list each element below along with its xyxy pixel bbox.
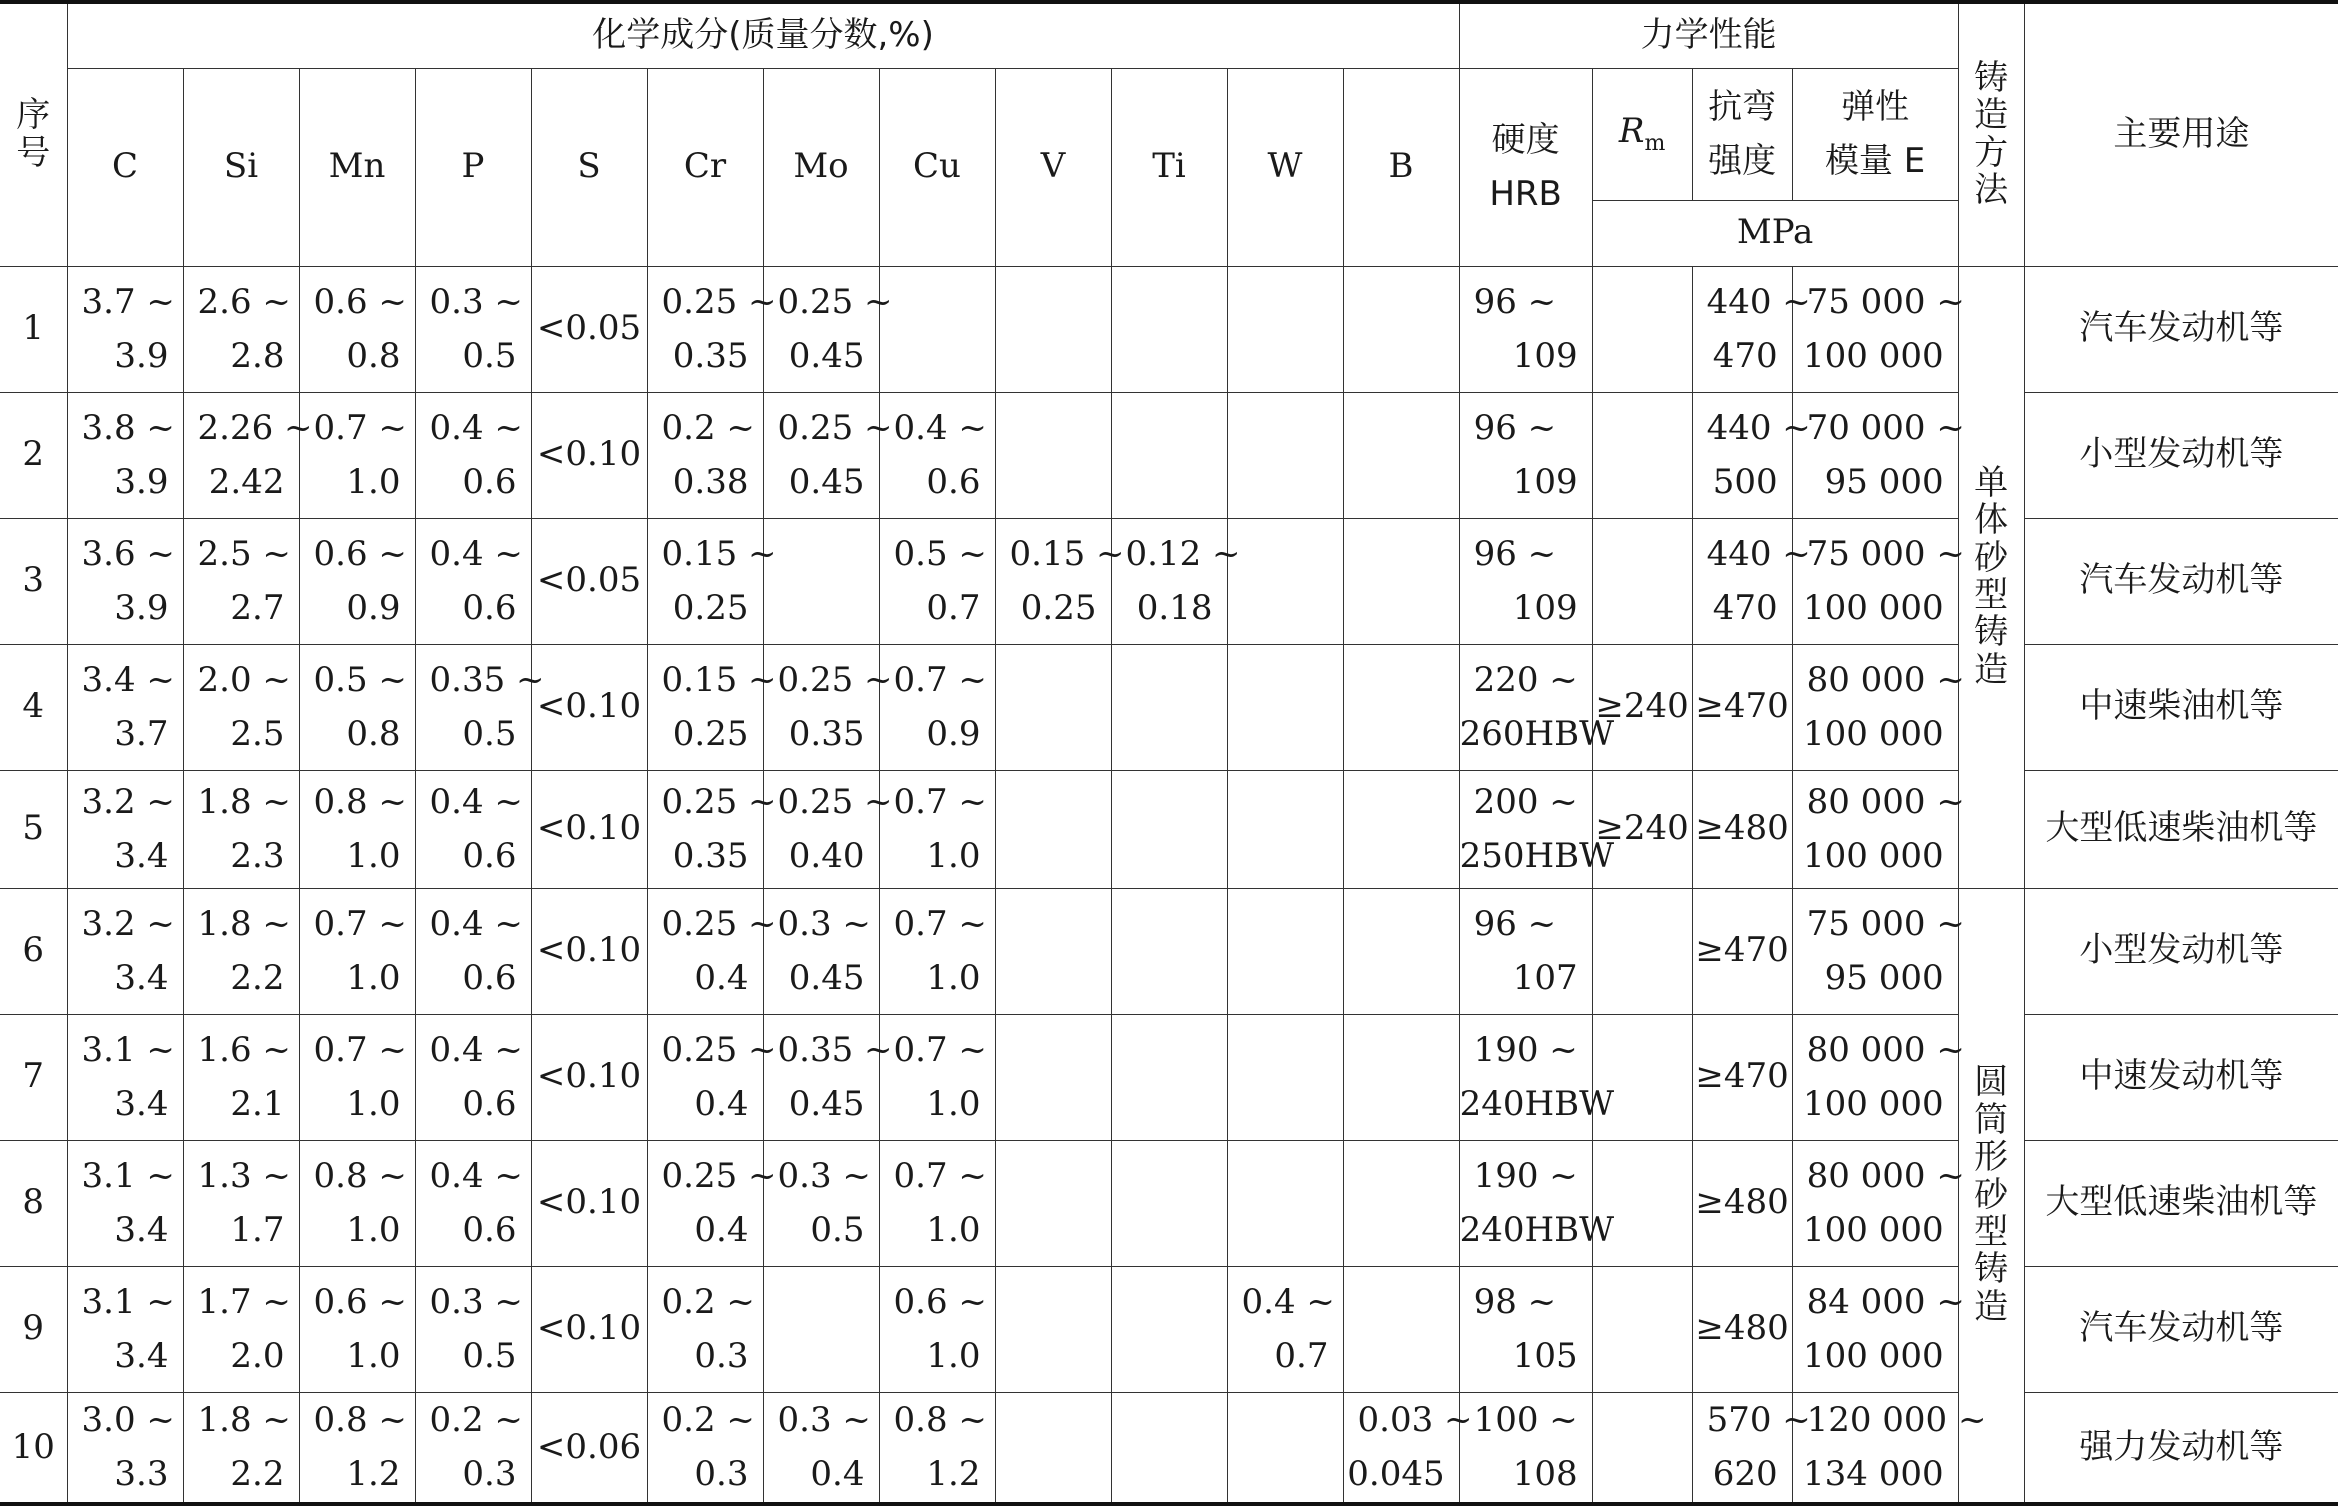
usage-cell: 汽车发动机等 <box>2024 518 2338 644</box>
v-cell <box>995 266 1111 392</box>
seq-cell: 8 <box>0 1140 67 1266</box>
element-header: P <box>415 68 531 266</box>
w-cell <box>1227 518 1343 644</box>
p-cell: 0.35 ~ 0.5 <box>415 644 531 770</box>
mn-cell: 0.8 ~ 1.0 <box>299 1140 415 1266</box>
s-cell: <0.05 <box>531 266 647 392</box>
s-cell: <0.05 <box>531 518 647 644</box>
cr-cell: 0.2 ~ 0.3 <box>647 1266 763 1392</box>
table-row <box>0 888 2338 1014</box>
w-cell <box>1227 1140 1343 1266</box>
mn-cell: 0.5 ~ 0.8 <box>299 644 415 770</box>
p-cell: 0.4 ~ 0.6 <box>415 392 531 518</box>
cr-cell: 0.25 ~ 0.4 <box>647 888 763 1014</box>
modulus-cell: 75 000 ~ 100 000 <box>1792 518 1958 644</box>
v-cell <box>995 644 1111 770</box>
c-cell: 3.7 ~ 3.9 <box>67 266 183 392</box>
seq-cell: 5 <box>0 770 67 888</box>
w-cell <box>1227 644 1343 770</box>
bend-cell: ≥480 <box>1692 770 1792 888</box>
cast-method-cell: 圆 筒 形 砂 型 铸 造 <box>1958 888 2024 1504</box>
mn-cell: 0.7 ~ 1.0 <box>299 1014 415 1140</box>
p-cell: 0.3 ~ 0.5 <box>415 266 531 392</box>
si-cell: 1.6 ~ 2.1 <box>183 1014 299 1140</box>
bend-cell: 440 ~ 470 <box>1692 266 1792 392</box>
w-cell <box>1227 1392 1343 1504</box>
ti-cell <box>1111 888 1227 1014</box>
mn-cell: 0.7 ~ 1.0 <box>299 888 415 1014</box>
s-cell: <0.10 <box>531 888 647 1014</box>
cu-cell: 0.8 ~ 1.2 <box>879 1392 995 1504</box>
rm-cell: ≥240 <box>1592 644 1692 770</box>
hardness-cell: 190 ~ 240HBW <box>1459 1140 1592 1266</box>
rm-cell <box>1592 266 1692 392</box>
element-header: Cu <box>879 68 995 266</box>
seq-cell: 10 <box>0 1392 67 1504</box>
usage-cell: 汽车发动机等 <box>2024 266 2338 392</box>
modulus-cell: 120 000 ~ 134 000 <box>1792 1392 1958 1504</box>
mo-cell <box>763 518 879 644</box>
w-cell <box>1227 888 1343 1014</box>
c-cell: 3.1 ~ 3.4 <box>67 1140 183 1266</box>
seq-cell: 9 <box>0 1266 67 1392</box>
usage-cell: 大型低速柴油机等 <box>2024 1140 2338 1266</box>
c-cell: 3.2 ~ 3.4 <box>67 770 183 888</box>
si-cell: 2.26 ~ 2.42 <box>183 392 299 518</box>
mn-cell: 0.7 ~ 1.0 <box>299 392 415 518</box>
element-header: C <box>67 68 183 266</box>
element-header: Ti <box>1111 68 1227 266</box>
mn-cell: 0.6 ~ 0.8 <box>299 266 415 392</box>
mo-cell: 0.3 ~ 0.45 <box>763 888 879 1014</box>
cr-cell: 0.25 ~ 0.4 <box>647 1014 763 1140</box>
seq-cell: 4 <box>0 644 67 770</box>
s-cell: <0.06 <box>531 1392 647 1504</box>
hardness-cell: 96 ~ 109 <box>1459 392 1592 518</box>
ti-cell <box>1111 1266 1227 1392</box>
seq-cell: 3 <box>0 518 67 644</box>
mo-cell: 0.3 ~ 0.5 <box>763 1140 879 1266</box>
ti-cell <box>1111 1392 1227 1504</box>
mn-cell: 0.6 ~ 1.0 <box>299 1266 415 1392</box>
cu-cell: 0.7 ~ 1.0 <box>879 888 995 1014</box>
v-cell: 0.15 ~ 0.25 <box>995 518 1111 644</box>
usage-cell: 大型低速柴油机等 <box>2024 770 2338 888</box>
modulus-cell: 75 000 ~ 95 000 <box>1792 888 1958 1014</box>
si-cell: 1.8 ~ 2.2 <box>183 888 299 1014</box>
si-cell: 2.0 ~ 2.5 <box>183 644 299 770</box>
ti-cell <box>1111 266 1227 392</box>
p-cell: 0.4 ~ 0.6 <box>415 770 531 888</box>
cu-cell <box>879 266 995 392</box>
hardness-cell: 98 ~ 105 <box>1459 1266 1592 1392</box>
p-cell: 0.4 ~ 0.6 <box>415 888 531 1014</box>
element-header: B <box>1343 68 1459 266</box>
hardness-cell: 96 ~ 109 <box>1459 266 1592 392</box>
mo-cell: 0.25 ~ 0.40 <box>763 770 879 888</box>
c-cell: 3.2 ~ 3.4 <box>67 888 183 1014</box>
table-row <box>0 266 2338 392</box>
bend-cell: ≥470 <box>1692 888 1792 1014</box>
mo-cell: 0.25 ~ 0.35 <box>763 644 879 770</box>
b-cell <box>1343 888 1459 1014</box>
bend-cell: 440 ~ 500 <box>1692 392 1792 518</box>
modulus-cell: 80 000 ~ 100 000 <box>1792 770 1958 888</box>
v-cell <box>995 1266 1111 1392</box>
bend-cell: 570 ~ 620 <box>1692 1392 1792 1504</box>
usage-header: 主要用途 <box>2024 2 2338 266</box>
rm-cell <box>1592 1392 1692 1504</box>
c-cell: 3.1 ~ 3.4 <box>67 1014 183 1140</box>
cr-cell: 0.15 ~ 0.25 <box>647 518 763 644</box>
c-cell: 3.4 ~ 3.7 <box>67 644 183 770</box>
b-cell <box>1343 1014 1459 1140</box>
chem-composition-header: 化学成分(质量分数,%) <box>67 2 1459 68</box>
s-cell: <0.10 <box>531 1140 647 1266</box>
mn-cell: 0.6 ~ 0.9 <box>299 518 415 644</box>
s-cell: <0.10 <box>531 1014 647 1140</box>
element-header: Mn <box>299 68 415 266</box>
w-cell <box>1227 266 1343 392</box>
mn-cell: 0.8 ~ 1.0 <box>299 770 415 888</box>
w-cell <box>1227 1014 1343 1140</box>
usage-cell: 小型发动机等 <box>2024 888 2338 1014</box>
element-header: W <box>1227 68 1343 266</box>
cr-cell: 0.25 ~ 0.35 <box>647 770 763 888</box>
rm-cell <box>1592 888 1692 1014</box>
hardness-cell: 96 ~ 107 <box>1459 888 1592 1014</box>
mo-cell <box>763 1266 879 1392</box>
rm-cell: ≥240 <box>1592 770 1692 888</box>
si-cell: 1.7 ~ 2.0 <box>183 1266 299 1392</box>
seq-cell: 1 <box>0 266 67 392</box>
modulus-cell: 75 000 ~ 100 000 <box>1792 266 1958 392</box>
hardness-cell: 100 ~ 108 <box>1459 1392 1592 1504</box>
cr-cell: 0.15 ~ 0.25 <box>647 644 763 770</box>
rm-header: $R_m$ <box>1592 68 1692 200</box>
element-header: Mo <box>763 68 879 266</box>
si-cell: 1.3 ~ 1.7 <box>183 1140 299 1266</box>
ti-cell: 0.12 ~ 0.18 <box>1111 518 1227 644</box>
usage-cell: 小型发动机等 <box>2024 392 2338 518</box>
b-cell <box>1343 644 1459 770</box>
mo-cell: 0.25 ~ 0.45 <box>763 266 879 392</box>
c-cell: 3.6 ~ 3.9 <box>67 518 183 644</box>
v-cell <box>995 392 1111 518</box>
element-header: S <box>531 68 647 266</box>
b-cell <box>1343 518 1459 644</box>
cr-cell: 0.2 ~ 0.38 <box>647 392 763 518</box>
cu-cell: 0.4 ~ 0.6 <box>879 392 995 518</box>
ti-cell <box>1111 1140 1227 1266</box>
p-cell: 0.4 ~ 0.6 <box>415 1140 531 1266</box>
b-cell: 0.03 ~ 0.045 <box>1343 1392 1459 1504</box>
usage-cell: 汽车发动机等 <box>2024 1266 2338 1392</box>
c-cell: 3.0 ~ 3.3 <box>67 1392 183 1504</box>
si-cell: 1.8 ~ 2.3 <box>183 770 299 888</box>
si-cell: 1.8 ~ 2.2 <box>183 1392 299 1504</box>
cr-cell: 0.25 ~ 0.35 <box>647 266 763 392</box>
element-header: V <box>995 68 1111 266</box>
bend-strength-header: 抗弯 强度 <box>1692 68 1792 200</box>
v-cell <box>995 1014 1111 1140</box>
seq-cell: 7 <box>0 1014 67 1140</box>
b-cell <box>1343 392 1459 518</box>
mo-cell: 0.25 ~ 0.45 <box>763 392 879 518</box>
v-cell <box>995 1140 1111 1266</box>
w-cell <box>1227 392 1343 518</box>
hardness-cell: 96 ~ 109 <box>1459 518 1592 644</box>
p-cell: 0.4 ~ 0.6 <box>415 1014 531 1140</box>
mech-properties-header: 力学性能 <box>1459 2 1958 68</box>
modulus-cell: 84 000 ~ 100 000 <box>1792 1266 1958 1392</box>
hardness-cell: 220 ~ 260HBW <box>1459 644 1592 770</box>
cu-cell: 0.6 ~ 1.0 <box>879 1266 995 1392</box>
b-cell <box>1343 770 1459 888</box>
v-cell <box>995 888 1111 1014</box>
usage-cell: 强力发动机等 <box>2024 1392 2338 1504</box>
si-cell: 2.5 ~ 2.7 <box>183 518 299 644</box>
seq-header: 序 号 <box>0 2 67 266</box>
usage-cell: 中速柴油机等 <box>2024 644 2338 770</box>
v-cell <box>995 1392 1111 1504</box>
mo-cell: 0.3 ~ 0.4 <box>763 1392 879 1504</box>
s-cell: <0.10 <box>531 392 647 518</box>
ti-cell <box>1111 770 1227 888</box>
seq-cell: 6 <box>0 888 67 1014</box>
cu-cell: 0.7 ~ 1.0 <box>879 1140 995 1266</box>
hardness-header: 硬度 HRB <box>1459 68 1592 266</box>
p-cell: 0.4 ~ 0.6 <box>415 518 531 644</box>
element-header: Cr <box>647 68 763 266</box>
w-cell <box>1227 770 1343 888</box>
rm-cell <box>1592 518 1692 644</box>
cu-cell: 0.5 ~ 0.7 <box>879 518 995 644</box>
modulus-cell: 80 000 ~ 100 000 <box>1792 1140 1958 1266</box>
bend-cell: ≥470 <box>1692 644 1792 770</box>
rm-cell <box>1592 1266 1692 1392</box>
hardness-cell: 190 ~ 240HBW <box>1459 1014 1592 1140</box>
v-cell <box>995 770 1111 888</box>
unit-header: MPa <box>1592 200 1958 266</box>
ti-cell <box>1111 1014 1227 1140</box>
hardness-cell: 200 ~ 250HBW <box>1459 770 1592 888</box>
p-cell: 0.3 ~ 0.5 <box>415 1266 531 1392</box>
c-cell: 3.8 ~ 3.9 <box>67 392 183 518</box>
bend-cell: ≥480 <box>1692 1266 1792 1392</box>
bend-cell: 440 ~ 470 <box>1692 518 1792 644</box>
element-header: Si <box>183 68 299 266</box>
bend-cell: ≥480 <box>1692 1140 1792 1266</box>
rm-cell <box>1592 392 1692 518</box>
c-cell: 3.1 ~ 3.4 <box>67 1266 183 1392</box>
cu-cell: 0.7 ~ 0.9 <box>879 644 995 770</box>
p-cell: 0.2 ~ 0.3 <box>415 1392 531 1504</box>
seq-cell: 2 <box>0 392 67 518</box>
cast-method-cell: 单 体 砂 型 铸 造 <box>1958 266 2024 888</box>
b-cell <box>1343 266 1459 392</box>
modulus-cell: 80 000 ~ 100 000 <box>1792 644 1958 770</box>
cu-cell: 0.7 ~ 1.0 <box>879 1014 995 1140</box>
cast-method-header: 铸 造 方 法 <box>1958 2 2024 266</box>
modulus-header: 弹性 模量 E <box>1792 68 1958 200</box>
modulus-cell: 80 000 ~ 100 000 <box>1792 1014 1958 1140</box>
mo-cell: 0.35 ~ 0.45 <box>763 1014 879 1140</box>
ti-cell <box>1111 392 1227 518</box>
b-cell <box>1343 1140 1459 1266</box>
modulus-cell: 70 000 ~ 95 000 <box>1792 392 1958 518</box>
si-cell: 2.6 ~ 2.8 <box>183 266 299 392</box>
bend-cell: ≥470 <box>1692 1014 1792 1140</box>
s-cell: <0.10 <box>531 770 647 888</box>
b-cell <box>1343 1266 1459 1392</box>
s-cell: <0.10 <box>531 644 647 770</box>
s-cell: <0.10 <box>531 1266 647 1392</box>
ti-cell <box>1111 644 1227 770</box>
cu-cell: 0.7 ~ 1.0 <box>879 770 995 888</box>
w-cell: 0.4 ~ 0.7 <box>1227 1266 1343 1392</box>
cr-cell: 0.2 ~ 0.3 <box>647 1392 763 1504</box>
cr-cell: 0.25 ~ 0.4 <box>647 1140 763 1266</box>
mn-cell: 0.8 ~ 1.2 <box>299 1392 415 1504</box>
usage-cell: 中速发动机等 <box>2024 1014 2338 1140</box>
